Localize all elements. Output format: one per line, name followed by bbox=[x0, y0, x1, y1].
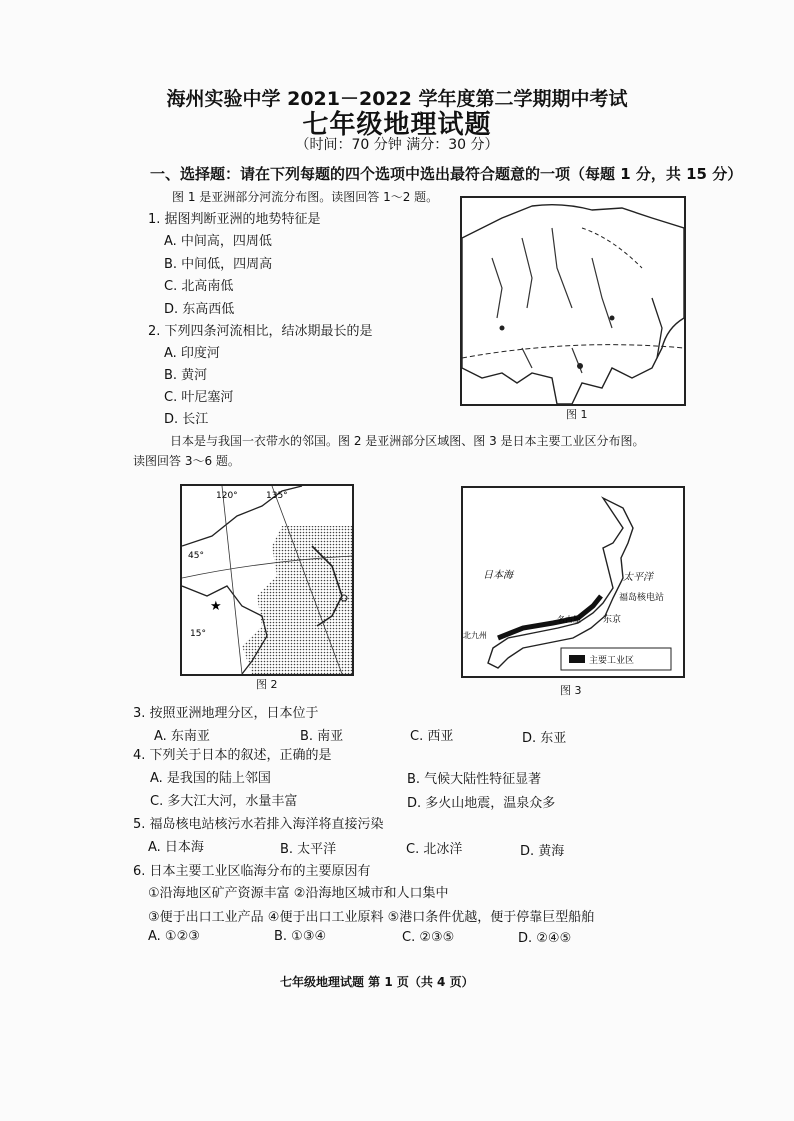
sea-of-japan-label: 日本海 bbox=[483, 570, 513, 581]
lat-15-label: 15° bbox=[190, 629, 206, 639]
q4-option-d: D. 多火山地震，温泉众多 bbox=[407, 796, 556, 811]
q3-option-b: B. 南亚 bbox=[300, 729, 344, 744]
q6-option-a: A. ①②③ bbox=[148, 929, 200, 944]
fukushima-label: 福岛核电站 bbox=[619, 593, 665, 603]
asia-map-graphic bbox=[462, 198, 684, 404]
lon-135-label: 135° bbox=[266, 491, 288, 501]
q5-option-b: B. 太平洋 bbox=[280, 842, 337, 857]
q6-option-b: B. ①③④ bbox=[274, 929, 327, 944]
question-5-stem: 5. 福岛核电站核污水若排入海洋将直接污染 bbox=[133, 817, 384, 832]
nagoya-label: 名古屋 bbox=[557, 615, 581, 624]
question-3-stem: 3. 按照亚洲地理分区，日本位于 bbox=[133, 706, 319, 721]
kitakyushu-label: 北九州 bbox=[463, 631, 487, 640]
q6-statement-line-2: ③便于出口工业产品 ④便于出口工业原料 ⑤港口条件优越，便于停靠巨型船舶 bbox=[148, 910, 595, 925]
figure-3-japan-industry-map bbox=[461, 486, 685, 678]
figure-1-caption: 图 1 bbox=[566, 408, 588, 421]
pacific-ocean-label: 太平洋 bbox=[623, 572, 653, 583]
q1-option-b: B. 中间低，四周高 bbox=[164, 257, 273, 272]
legend-industrial-zone: 主要工业区 bbox=[589, 656, 635, 666]
q5-option-d: D. 黄海 bbox=[520, 844, 565, 859]
q4-option-a: A. 是我国的陆上邻国 bbox=[150, 771, 271, 786]
intro-fig2-fig3-line2: 读图回答 3～6 题。 bbox=[133, 454, 240, 468]
q5-option-a: A. 日本海 bbox=[148, 840, 204, 855]
question-4-stem: 4. 下列关于日本的叙述，正确的是 bbox=[133, 748, 332, 763]
q3-option-a: A. 东南亚 bbox=[154, 729, 210, 744]
q6-option-c: C. ②③⑤ bbox=[402, 930, 455, 945]
q2-option-a: A. 印度河 bbox=[164, 346, 220, 361]
q2-option-b: B. 黄河 bbox=[164, 368, 208, 383]
lon-120-label: 120° bbox=[216, 491, 238, 501]
q4-option-b: B. 气候大陆性特征显著 bbox=[407, 772, 542, 787]
capital-star-icon: ★ bbox=[210, 599, 222, 614]
q4-option-c: C. 多大江大河，水量丰富 bbox=[150, 794, 298, 809]
q2-option-c: C. 叶尼塞河 bbox=[164, 390, 234, 405]
q3-option-d: D. 东亚 bbox=[522, 731, 567, 746]
q1-option-d: D. 东高西低 bbox=[164, 302, 235, 317]
figure-2-asia-region-map bbox=[180, 484, 354, 676]
figure-1-asia-rivers-map bbox=[460, 196, 686, 406]
figure-3-caption: 图 3 bbox=[560, 684, 582, 697]
q6-statement-line-1: ①沿海地区矿产资源丰富 ②沿海地区城市和人口集中 bbox=[148, 886, 449, 901]
subject-title: 七年级地理试题 bbox=[302, 110, 492, 140]
school-exam-title: 海州实验中学 2021－2022 学年度第二学期期中考试 bbox=[166, 88, 628, 110]
question-6-stem: 6. 日本主要工业区临海分布的主要原因有 bbox=[133, 864, 371, 879]
time-score-info: （时间：70 分钟 满分：30 分） bbox=[295, 137, 499, 153]
intro-fig2-fig3-line1: 日本是与我国一衣带水的邻国。图 2 是亚洲部分区域图、图 3 是日本主要工业区分布图。 bbox=[170, 434, 645, 448]
section-heading: 一、选择题：请在下列每题的四个选项中选出最符合题意的一项（每题 1 分，共 15 分） bbox=[150, 165, 743, 183]
q6-option-d: D. ②④⑤ bbox=[518, 931, 572, 946]
question-2-stem: 2. 下列四条河流相比，结冰期最长的是 bbox=[148, 324, 373, 339]
figure-3-map-graphic bbox=[463, 488, 683, 676]
q2-option-d: D. 长江 bbox=[164, 412, 209, 427]
figure-2-map-graphic bbox=[182, 486, 352, 674]
question-1-stem: 1. 据图判断亚洲的地势特征是 bbox=[148, 212, 321, 227]
lat-45-label: 45° bbox=[188, 551, 204, 561]
tokyo-label: 东京 bbox=[603, 615, 622, 625]
q3-option-c: C. 西亚 bbox=[410, 729, 454, 744]
q1-option-a: A. 中间高，四周低 bbox=[164, 234, 272, 249]
q5-option-c: C. 北冰洋 bbox=[406, 842, 463, 857]
q1-option-c: C. 北高南低 bbox=[164, 279, 234, 294]
figure-2-caption: 图 2 bbox=[256, 678, 278, 691]
intro-fig1: 图 1 是亚洲部分河流分布图。读图回答 1～2 题。 bbox=[172, 190, 439, 204]
page-footer: 七年级地理试题 第 1 页（共 4 页） bbox=[280, 975, 474, 989]
